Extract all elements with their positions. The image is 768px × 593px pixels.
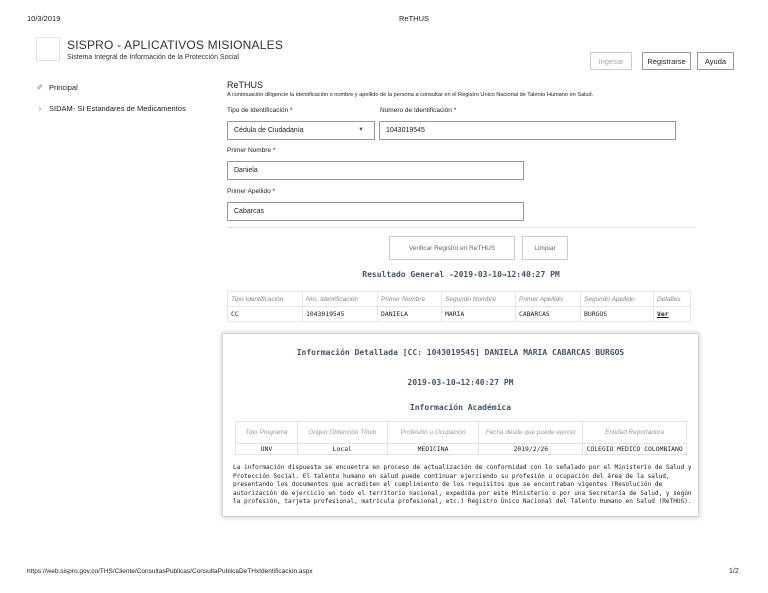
col-header: Entidad Reportadora (583, 422, 687, 444)
result-header-row (228, 292, 691, 307)
col-header: Primer Apellido (516, 292, 581, 307)
print-page-number: 1/2 (729, 568, 739, 575)
sidebar-item-label: Principal (49, 83, 78, 92)
id-type-value: Cédula de Ciudadanía (234, 127, 304, 134)
first-name-label: Primer Nombre * (227, 147, 276, 154)
cell-primer-apellido: CABARCAS (516, 307, 581, 322)
id-number-label: Número de Identificación * (380, 107, 457, 114)
link-icon: ✐ (36, 83, 44, 92)
cell-profesion: MEDICINA (387, 444, 479, 455)
clear-button[interactable]: Limpiar (522, 236, 568, 260)
form-description: A continuación diligencie la identificación o nombre y apellido de la persona a consultar en el Registro Unico Nacional de Talento Humano en Salud. (227, 92, 594, 98)
table-row (228, 307, 691, 322)
cell-primer-nombre: DANIELA (378, 307, 442, 322)
academic-table (235, 421, 687, 455)
col-header: Detalles (654, 292, 691, 307)
register-button[interactable]: Registrarse (642, 52, 691, 70)
login-button[interactable]: Ingesar (590, 52, 632, 70)
detail-section-title: Información Académica (409, 403, 512, 412)
first-surname-label: Primer Apellido * (227, 188, 276, 195)
detail-title: Información Detallada [CC: 1043019545] DANIELA MARIA CABARCAS BURGOS (296, 348, 625, 357)
help-button[interactable]: Ayuda (697, 52, 734, 70)
brand-title: SISPRO - APLICATIVOS MISIONALES (67, 38, 284, 52)
detail-notice: La información dispuesta se encuentra en proceso de actualización de conformidad con lo señalado por el Ministerio de Salud y Protección Social. El talento humano en salud puede continuar ejerciendo su profesión u ocupación del área de la salud, presentando los documentos que acrediten el cumplimiento de los requisitos que se encontraban vigentes (Resolución de autorización de ejercicio en todo el territorio nacional, expedida por este Ministerio o por una Secretaría de Salud, y según la profesión, tarjeta profesional, matrícula profesional, etc.) Registro Único Nacional del Talento Humano en Salud (ReTHUS). (233, 464, 692, 505)
col-header: Segundo Nombre (442, 292, 516, 307)
first-surname-input[interactable] (227, 202, 524, 221)
first-name-input[interactable] (227, 161, 524, 180)
academic-header-row (236, 422, 687, 444)
sidebar-item-principal[interactable] (36, 83, 78, 92)
cell-fecha: 2019/2/26 (479, 444, 583, 455)
col-header: Segundo Apellido (581, 292, 654, 307)
cell-numero: 1043019545 (303, 307, 378, 322)
result-table (227, 291, 691, 322)
sidebar-item-sidam[interactable] (36, 104, 186, 113)
print-title: ReTHUS (399, 14, 430, 23)
first-name-value: Daniela (234, 167, 258, 174)
cell-tipo-programa: UNV (236, 444, 298, 455)
detail-timestamp: 2019-03-10→12:40:27 PM (407, 378, 514, 387)
id-type-label: Tipo de Identificación * (227, 107, 293, 114)
col-header: Fecha desde que puede ejercer (479, 422, 583, 444)
print-url: https://web.sispro.gov.co/THS/Cliente/ConsultasPublicas/ConsultaPublicaDeTHxIdentificacion.aspx (27, 568, 313, 575)
verify-button[interactable]: Verificar Registro en ReTHUS (389, 236, 515, 260)
col-header: Origen Obtención Título (297, 422, 387, 444)
id-type-select[interactable] (227, 121, 375, 140)
cell-segundo-nombre: MARIA (442, 307, 516, 322)
brand-subtitle: Sistema Integral de Información de la Protección Social (67, 54, 239, 61)
cell-origen: Local (297, 444, 387, 455)
id-number-input[interactable] (379, 121, 676, 140)
logo (36, 37, 60, 61)
table-row (236, 444, 687, 455)
cell-segundo-apellido: BURGOS (581, 307, 654, 322)
print-date: 10/3/2019 (27, 14, 61, 23)
cell-tipo: CC (228, 307, 303, 322)
first-surname-value: Cabarcas (234, 208, 264, 215)
form-title: ReTHUS (227, 80, 264, 90)
cell-entidad: COLEGIO MEDICO COLOMBIANO (583, 444, 687, 455)
chevron-right-icon: › (38, 104, 42, 113)
col-header: Nro. Identificación (303, 292, 378, 307)
divider (227, 227, 695, 228)
col-header: Tipo Programa (236, 422, 298, 444)
col-header: Profesión u Ocupación (387, 422, 479, 444)
chevron-down-icon: ▼ (358, 127, 364, 133)
col-header: Tipo Identificación (228, 292, 303, 307)
view-details-link[interactable]: Ver (654, 307, 691, 322)
id-number-value: 1043019545 (386, 127, 425, 134)
sidebar-item-label: SIDAM- SI Estandares de Medicamentos (49, 104, 186, 113)
col-header: Primer Nombre (378, 292, 442, 307)
result-title: Resultado General -2019-03-10→12:40:27 PM (362, 270, 560, 279)
detail-panel (222, 333, 699, 517)
